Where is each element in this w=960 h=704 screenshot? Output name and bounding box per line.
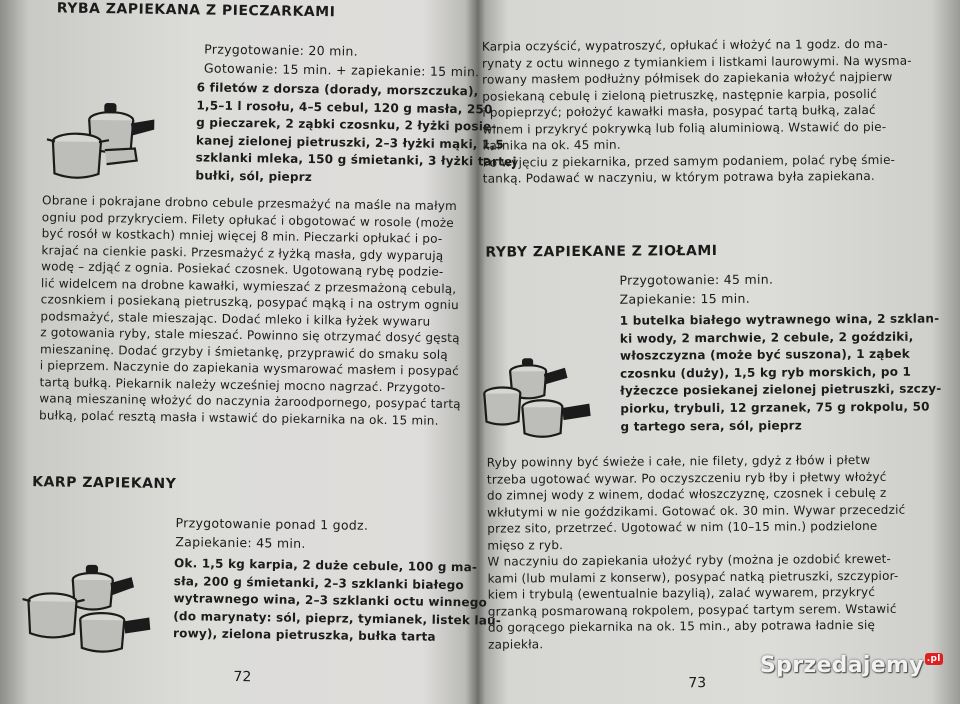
body-line: W naczyniu do zapiekania ułożyć ryby (można je ozdobić krewet-	[487, 551, 892, 569]
cookware-illustration-icon	[480, 353, 611, 444]
ingredient-line: 6 filetów z dorsza (dorady, morszczuka),	[196, 80, 479, 99]
recipe3-ingredients	[620, 310, 942, 435]
prep-line: Przygotowanie: 45 min.	[619, 271, 774, 288]
body-line: z gotowania ryby, stale mieszać. Powinno się otrzymać dosyć gęstą	[40, 325, 460, 346]
recipe-title-ryby-zapiekane: RYBY ZAPIEKANE Z ZIOŁAMI	[485, 243, 718, 261]
recipe3-instructions	[487, 452, 907, 653]
body-line: tartą bułką. Piekarnik należy wcześniej mocno nagrzać. Przygoto-	[39, 374, 446, 395]
body-line: przez sito, przetrzeć. Ugotować w nim (10–15 min.) podzielone	[487, 518, 878, 536]
body-line: winem i przykryć pokrywką lub folią aluminiową. Wstawić do pie-	[482, 119, 887, 137]
body-line: i popieprzyć; położyć kawałki masła, posypać tartą bułką, zalać	[482, 102, 876, 120]
body-line: do gorącego piekarnika na ok. 15 min., aby potrawa ładnie się	[487, 617, 876, 635]
body-line: być rosół w kostkach) mniej więcej 8 min. Pieczarki opłukać i po-	[41, 226, 443, 246]
recipe3-prep-info	[619, 270, 773, 309]
body-line: kiem i trybulą (ewentualnie bazylią), zalać wywarem, przykryć	[487, 584, 876, 602]
recipe2-instructions	[482, 36, 913, 187]
body-line: kami (lub mulami z konserw), posypać natką pietruszki, szczypior-	[487, 568, 899, 586]
recipe1-ingredients	[195, 79, 517, 189]
body-line: mieszaninę. Dodać grzyby i śmietankę, przyprawić do smaku solą	[39, 341, 449, 362]
right-page	[476, 0, 960, 704]
body-line: do zimnej wody z winem, dodać włoszczyznę, czosnek i cebulę z	[486, 485, 887, 503]
body-line: i pieprzem. Naczynie do zapiekania wysmarować masłem i posypać	[39, 358, 460, 379]
body-line: wkłutymi w nie goździkami. Gotować ok. 30 min. Wywar przecedzić	[487, 502, 906, 520]
cookware-illustration-icon	[42, 89, 158, 186]
prep-line: Gotowanie: 15 min. + zapiekanie: 15 min.	[203, 60, 480, 80]
page-number-left: 72	[233, 668, 252, 686]
ingredient-line: bułki, sól, pieprz	[195, 168, 313, 184]
prep-line: Zapiekanie: 45 min.	[175, 534, 306, 551]
body-line: karnika na ok. 45 min.	[482, 137, 621, 153]
ingredient-line: 1 butelka białego wytrawnego wina, 2 szklan-	[619, 311, 940, 328]
prep-line: Przygotowanie ponad 1 godz.	[175, 515, 369, 533]
ingredient-line: (do marynaty: sól, pieprz, tymianek, listek lau-	[173, 608, 502, 628]
ingredient-line: sła, 200 g śmietanki, 2–3 szklanki białego	[173, 573, 465, 592]
body-line: rynaty z octu winnego z tymiankiem i listkami laurowymi. Na wysma-	[481, 53, 912, 71]
body-line: zapiekła.	[487, 636, 544, 652]
ingredient-line: czosnku (duży), 1,5 kg ryb morskich, po 1	[620, 364, 912, 381]
cookware-illustration-icon	[22, 557, 153, 659]
watermark-badge: .pl	[926, 654, 941, 664]
body-line: grzanką posmarowaną rokpolem, posypać tartym serem. Wstawić	[487, 601, 897, 619]
body-line: Po wyjęciu z piekarnika, przed samym podaniem, polać rybę śmie-	[482, 152, 896, 170]
ingredient-line: wytrawnego wina, 2–3 szklanki octu winnego	[173, 591, 488, 610]
recipe1-prep-info	[204, 39, 480, 81]
ingredient-line: piorku, trybuli, 12 grzanek, 75 g rokpolu, 50	[620, 399, 930, 416]
recipe2-prep-info	[175, 513, 368, 554]
body-line: krajać na cienkie paski. Przesmażyć z łyżką masła, gdy wyparują	[41, 242, 444, 263]
ingredient-line: 1,5–1 l rosołu, 4–5 cebul, 120 g masła, 250	[196, 97, 493, 117]
ingredient-line: szklanki mleka, 150 g śmietanki, 3 łyżki tartej	[195, 150, 517, 170]
ingredient-line: ki wody, 2 marchwie, 2 cebule, 2 goździki,	[619, 329, 914, 346]
body-line: tanką. Podawać w naczyniu, w którym potrawa była zapiekana.	[482, 168, 875, 186]
body-line: podsmażyć, stale mieszając. Dodać mleko i kilka łyżek wywaru	[40, 308, 431, 329]
body-line: trzeba ugotować wywar. Po oczyszczeniu ryb łby i płetwy włożyć	[486, 469, 887, 487]
prep-line: Przygotowanie: 20 min.	[204, 41, 359, 59]
ingredient-line: włoszczyzna (może być suszona), 1 ząbek	[619, 346, 910, 363]
recipe-title-ryba-zapiekana: RYBA ZAPIEKANA Z PIECZARKAMI	[56, 0, 336, 21]
body-line: waną mieszaninę włożyć do naczynia żaroodpornego, posypać tartą	[39, 391, 461, 412]
body-line: rowany masłem podłużny półmisek do zapiekania włożyć najpierw	[482, 69, 893, 87]
ingredient-line: kanej zielonej pietruszki, 2–3 łyżki mąki, 1,5	[195, 133, 504, 152]
body-line: Obrane i pokrajane drobno cebule przesmażyć na maśle na małym	[42, 193, 458, 214]
ingredient-line: łyżeczce posiekanej zielonej pietruszki, szczy-	[620, 381, 942, 399]
body-line: ogniu pod przykryciem. Filety opłukać i obgotować w rosole (może	[41, 209, 455, 230]
prep-line: Zapiekanie: 15 min.	[619, 290, 751, 307]
ingredient-line: g tartego sera, sól, pieprz	[620, 417, 802, 434]
recipe-title-karp-zapiekany: KARP ZAPIEKANY	[32, 474, 177, 493]
watermark-logo	[760, 653, 943, 678]
body-line: mięso z ryb.	[487, 537, 564, 553]
body-line: bułką, polać resztą masła i wstawić do piekarnika na ok. 15 min.	[39, 407, 439, 428]
recipe2-ingredients	[173, 555, 502, 648]
ingredient-line: Ok. 1,5 kg karpia, 2 duże cebule, 100 g ma-	[173, 556, 478, 575]
ingredient-line: rowy), zielona pietruszka, bułka tarta	[172, 626, 436, 645]
body-line: Ryby powinny być świeże i całe, nie filety, gdyż z łbów i płetw	[486, 452, 871, 470]
body-line: wodę – zdjąć z ognia. Posiekać czosnek. Ugotowaną rybę podzie-	[41, 259, 444, 279]
body-line: lić widelcem na drobne kawałki, wymieszać z przesmażoną cebulą,	[40, 275, 457, 296]
watermark-text: Sprzedajemy	[760, 653, 924, 678]
ingredient-line: g pieczarek, 2 ząbki czosnku, 2 łyżki posie-	[196, 115, 497, 134]
body-line: Karpia oczyścić, wypatroszyć, opłukać i włożyć na 1 godz. do ma-	[481, 36, 888, 54]
page-number-right: 73	[688, 675, 707, 692]
recipe1-instructions	[39, 192, 464, 429]
body-line: posiekaną cebulę i zieloną pietruszkę, następnie karpia, posolić	[482, 86, 878, 104]
body-line: czosnkiem i posiekaną pietruszką, posypać mąką i na ostrym ogniu	[40, 292, 459, 313]
